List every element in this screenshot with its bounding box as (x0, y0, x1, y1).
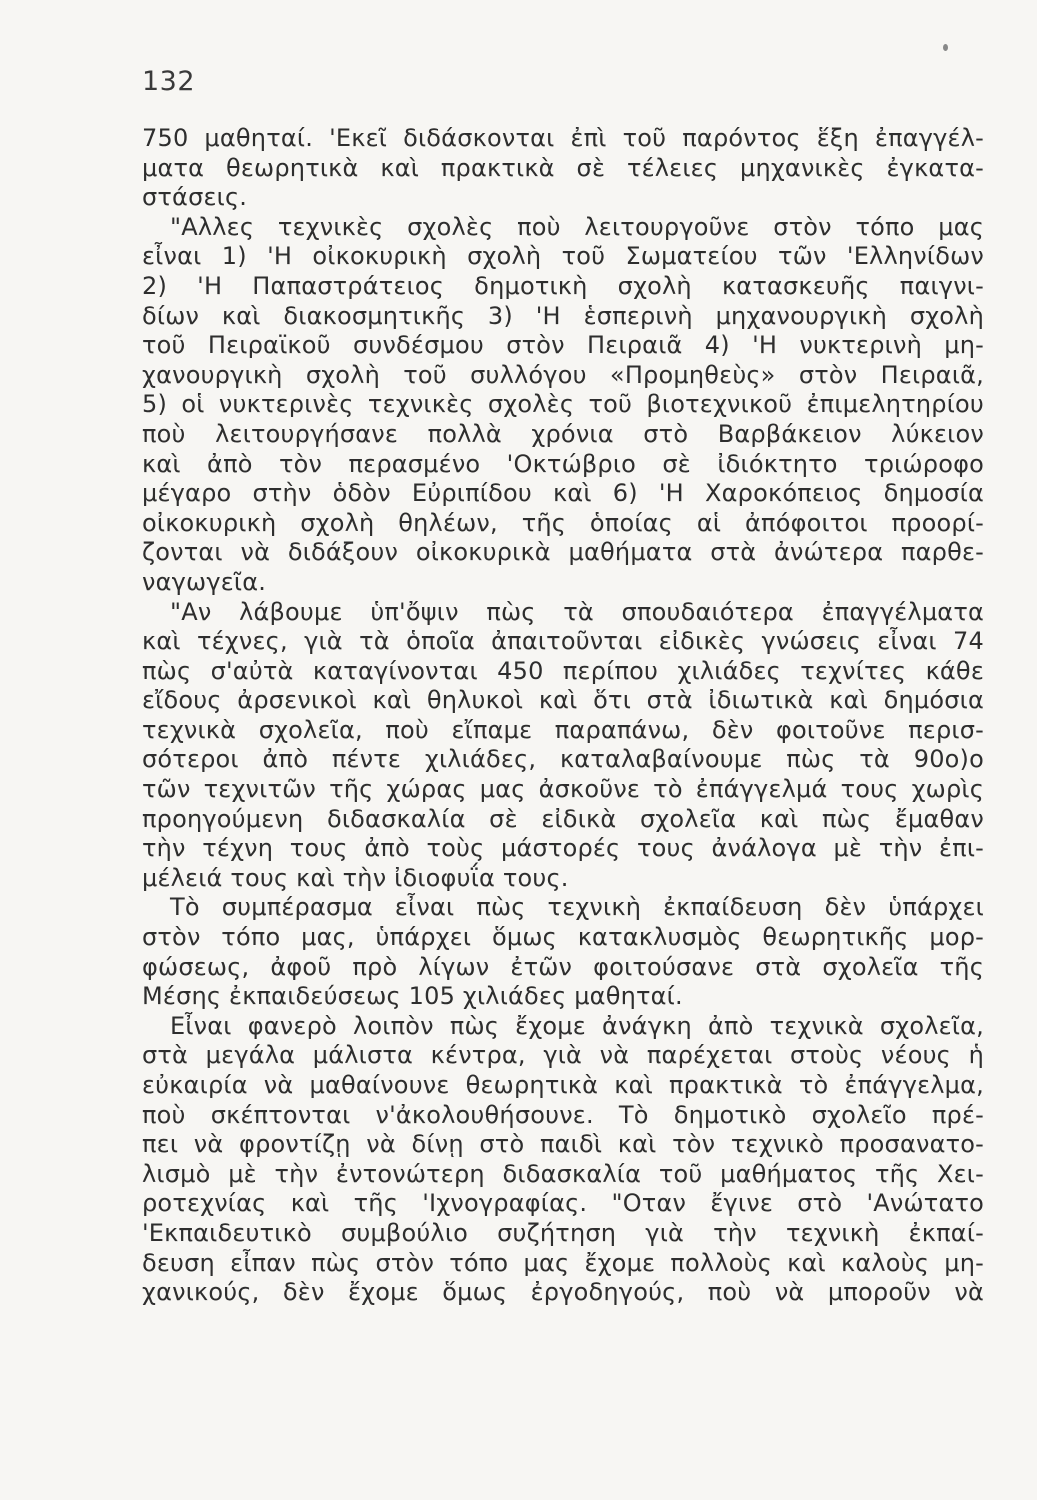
text-line: "Αν λάβουμε ὑπ'ὄψιν πὼς τὰ σπουδαιότερα ἐπαγγέλματα (170, 597, 984, 626)
text-line: χανουργικὴ σχολὴ τοῦ συλλόγου «Προμηθεὺς» στὸν Πειραιᾶ, (142, 360, 984, 389)
text-line: τῶν τεχνιτῶν τῆς χώρας μας ἀσκοῦνε τὸ ἐπάγγελμά τους χωρὶς (142, 775, 984, 804)
text-line: πὼς σ'αὐτὰ καταγίνονται 450 περίπου χιλιάδες τεχνίτες κάθε (142, 656, 984, 685)
text-line: προηγούμενη διδασκαλία σὲ εἰδικὰ σχολεῖα καὶ πὼς ἔμαθαν (142, 804, 984, 833)
page-number: 132 (142, 66, 196, 97)
text-line: τοῦ Πειραϊκοῦ συνδέσμου στὸν Πειραιᾶ 4) 'Η νυκτερινὴ μη- (142, 331, 984, 360)
text-line: Μέσης ἐκπαιδεύσεως 105 χιλιάδες μαθηταί. (142, 982, 683, 1011)
text-line: Τὸ συμπέρασμα εἶναι πὼς τεχνικὴ ἐκπαίδευση δὲν ὑπάρχει (170, 893, 984, 922)
text-line: εὐκαιρία νὰ μαθαίνουνε θεωρητικὰ καὶ πρακτικὰ τὸ ἐπάγγελμα, (142, 1071, 984, 1099)
text-line: ζονται νὰ διδάξουν οἰκοκυρικὰ μαθήματα στὰ ἀνώτερα παρθε- (142, 538, 984, 567)
text-line: πει νὰ φροντίζῃ νὰ δίνῃ στὸ παιδὶ καὶ τὸν τεχνικὸ προσανατο- (142, 1130, 984, 1159)
text-line: ποὺ λειτουργήσανε πολλὰ χρόνια στὸ Βαρβάκειον λύκειον (142, 419, 984, 448)
text-line: φώσεως, ἀφοῦ πρὸ λίγων ἐτῶν φοιτούσανε στὰ σχολεῖα τῆς (142, 952, 984, 981)
text-line: σότεροι ἀπὸ πέντε χιλιάδες, καταλαβαίνουμε πὼς τὰ 90ο)ο (142, 745, 984, 774)
text-line: Εἶναι φανερὸ λοιπὸν πὼς ἔχομε ἀνάγκη ἀπὸ τεχνικὰ σχολεῖα, (170, 1011, 984, 1040)
text-line: στάσεις. (142, 183, 248, 212)
text-line: οἰκοκυρικὴ σχολὴ θηλέων, τῆς ὁποίας αἱ ἀπόφοιτοι προορί- (142, 508, 984, 537)
text-line: χανικούς, δὲν ἔχομε ὅμως ἐργοδηγούς, ποὺ νὰ μποροῦν νὰ (142, 1278, 984, 1307)
text-line: καὶ ἀπὸ τὸν περασμένο 'Οκτώβριο σὲ ἰδιόκτητο τριώροφο (142, 449, 984, 478)
text-line: 'Εκπαιδευτικὸ συμβούλιο συζήτηση γιὰ τὴν τεχνικὴ ἐκπαί- (142, 1218, 984, 1247)
text-line: τεχνικὰ σχολεῖα, ποὺ εἴπαμε παραπάνω, δὲν φοιτοῦνε περισ- (142, 715, 984, 744)
text-line: 750 μαθηταί. 'Εκεῖ διδάσκονται ἐπὶ τοῦ παρόντος ἕξη ἐπαγγέλ- (142, 124, 984, 152)
text-line: ματα θεωρητικὰ καὶ πρακτικὰ σὲ τέλειες μηχανικὲς ἐγκατα- (142, 153, 984, 182)
text-line: ναγωγεῖα. (142, 567, 267, 596)
text-line: δίων καὶ διακοσμητικῆς 3) 'Η ἑσπερινὴ μηχανουργικὴ σχολὴ (142, 301, 984, 330)
text-line: ποὺ σκέπτονται ν'ἀκολουθήσουνε. Τὸ δημοτικὸ σχολεῖο πρέ- (142, 1100, 984, 1129)
text-line: δευση εἶπαν πὼς στὸν τόπο μας ἔχομε πολλοὺς καὶ καλοὺς μη- (142, 1248, 984, 1277)
text-line: λισμὸ μὲ τὴν ἐντονώτερη διδασκαλία τοῦ μαθήματος τῆς Χει- (142, 1159, 984, 1188)
text-line: 2) 'Η Παπαστράτειος δημοτικὴ σχολὴ κατασκευῆς παιγνι- (142, 271, 984, 300)
text-line: 5) οἱ νυκτερινὲς τεχνικὲς σχολὲς τοῦ βιοτεχνικοῦ ἐπιμελητηρίου (142, 390, 984, 419)
text-line: εἴδους ἀρσενικοὶ καὶ θηλυκοὶ καὶ ὅτι στὰ ἰδιωτικὰ καὶ δημόσια (142, 686, 984, 715)
text-line: ροτεχνίας καὶ τῆς 'Ιχνογραφίας. "Οταν ἔγινε στὸ 'Ανώτατο (142, 1189, 984, 1218)
text-line: μέγαρο στὴν ὁδὸν Εὐριπίδου καὶ 6) 'Η Χαροκόπειος δημοσία (142, 479, 984, 508)
text-line: εἶναι 1) 'Η οἰκοκυρικὴ σχολὴ τοῦ Σωματείου τῶν 'Ελληνίδων (142, 242, 984, 271)
text-line: στὸν τόπο μας, ὑπάρχει ὅμως κατακλυσμὸς θεωρητικῆς μορ- (142, 923, 984, 952)
print-speck (943, 44, 948, 51)
text-line: τὴν τέχνη τους ἀπὸ τοὺς μάστορές τους ἀνάλογα μὲ τὴν ἐπι- (142, 834, 984, 863)
body-text (142, 124, 984, 1308)
text-line: "Αλλες τεχνικὲς σχολὲς ποὺ λειτουργοῦνε στὸν τόπο μας (170, 212, 984, 241)
text-line: καὶ τέχνες, γιὰ τὰ ὁποῖα ἀπαιτοῦνται εἰδικὲς γνώσεις εἶναι 74 (142, 627, 984, 656)
text-line: στὰ μεγάλα μάλιστα κέντρα, γιὰ νὰ παρέχεται στοὺς νέους ἡ (142, 1041, 984, 1070)
text-line: μέλειά τους καὶ τὴν ἰδιοφυΐα τους. (142, 863, 569, 892)
